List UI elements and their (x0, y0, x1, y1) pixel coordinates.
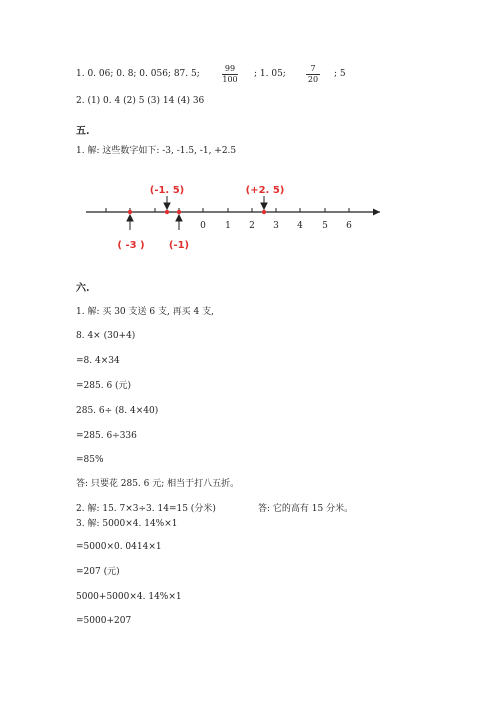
answer-6-3-line: =207 (元) (76, 567, 120, 577)
tick-label-2: 2 (249, 221, 255, 231)
tick-label-3: 3 (273, 221, 279, 231)
answer-6-3-line: 3. 解: 5000×4. 14%×1 (76, 519, 178, 529)
point-pos2-5 (262, 210, 266, 214)
answer-6-line: 8. 4× (30+4) (76, 331, 136, 341)
fraction-numerator: 7 (310, 64, 316, 73)
answer-6-line: 1. 解: 买 30 支送 6 支, 再买 4 支, (76, 307, 214, 317)
fraction-denominator: 100 (222, 75, 238, 84)
point-neg1 (177, 210, 181, 214)
answer-6-line: =285. 6 (元) (76, 381, 132, 391)
answer-6-3-line: 5000+5000×4. 14%×1 (76, 592, 182, 602)
arrow-head (176, 215, 182, 221)
answer-6-2-right: 答: 它的高有 15 分米。 (258, 504, 354, 514)
section-6-heading: 六. (76, 283, 90, 294)
arrow-head (164, 203, 170, 209)
answer-4-1-part-b: ; 1. 05; (254, 69, 286, 79)
tick-label-5: 5 (322, 221, 328, 231)
answer-4-1-part-a: 1. 0. 06; 0. 8; 0. 056; 87. 5; (76, 69, 200, 79)
answer-6-3-line: =5000+207 (76, 616, 132, 626)
tick-label-6: 6 (346, 221, 352, 231)
answer-6-2-left: 2. 解: 15. 7×3÷3. 14=15 (分米) (76, 504, 216, 514)
answer-6-line: 285. 6÷ (8. 4×40) (76, 406, 159, 416)
point-neg1-5 (165, 210, 169, 214)
arrow-head (261, 203, 267, 209)
fraction-numerator: 99 (224, 64, 236, 73)
tick-label-1: 1 (225, 221, 231, 231)
tick-label-0: 0 (200, 221, 206, 231)
answer-6-3-line: =5000×0. 0414×1 (76, 542, 162, 552)
label-neg3: ( -3 ) (117, 240, 145, 251)
answer-4-2: 2. (1) 0. 4 (2) 5 (3) 14 (4) 36 (76, 96, 205, 106)
answer-6-line: =8. 4×34 (76, 356, 120, 366)
answer-4-1-part-c: ; 5 (334, 69, 346, 79)
answer-6-line: =85% (76, 455, 104, 465)
point-neg3 (128, 210, 132, 214)
arrow-head (127, 215, 133, 221)
label-neg1-5: (-1. 5) (149, 185, 185, 196)
label-neg1: (-1) (168, 240, 190, 251)
answer-5-1: 1. 解: 这些数字如下: -3, -1.5, -1, +2.5 (76, 146, 237, 156)
fraction-denominator: 20 (307, 75, 319, 84)
answer-6-line: =285. 6÷336 (76, 431, 137, 441)
answer-6-line: 答: 只要花 285. 6 元; 相当于打八五折。 (76, 479, 240, 489)
section-5-heading: 五. (76, 126, 90, 137)
tick-label-4: 4 (297, 221, 303, 231)
label-pos2-5: (+2. 5) (245, 185, 285, 196)
